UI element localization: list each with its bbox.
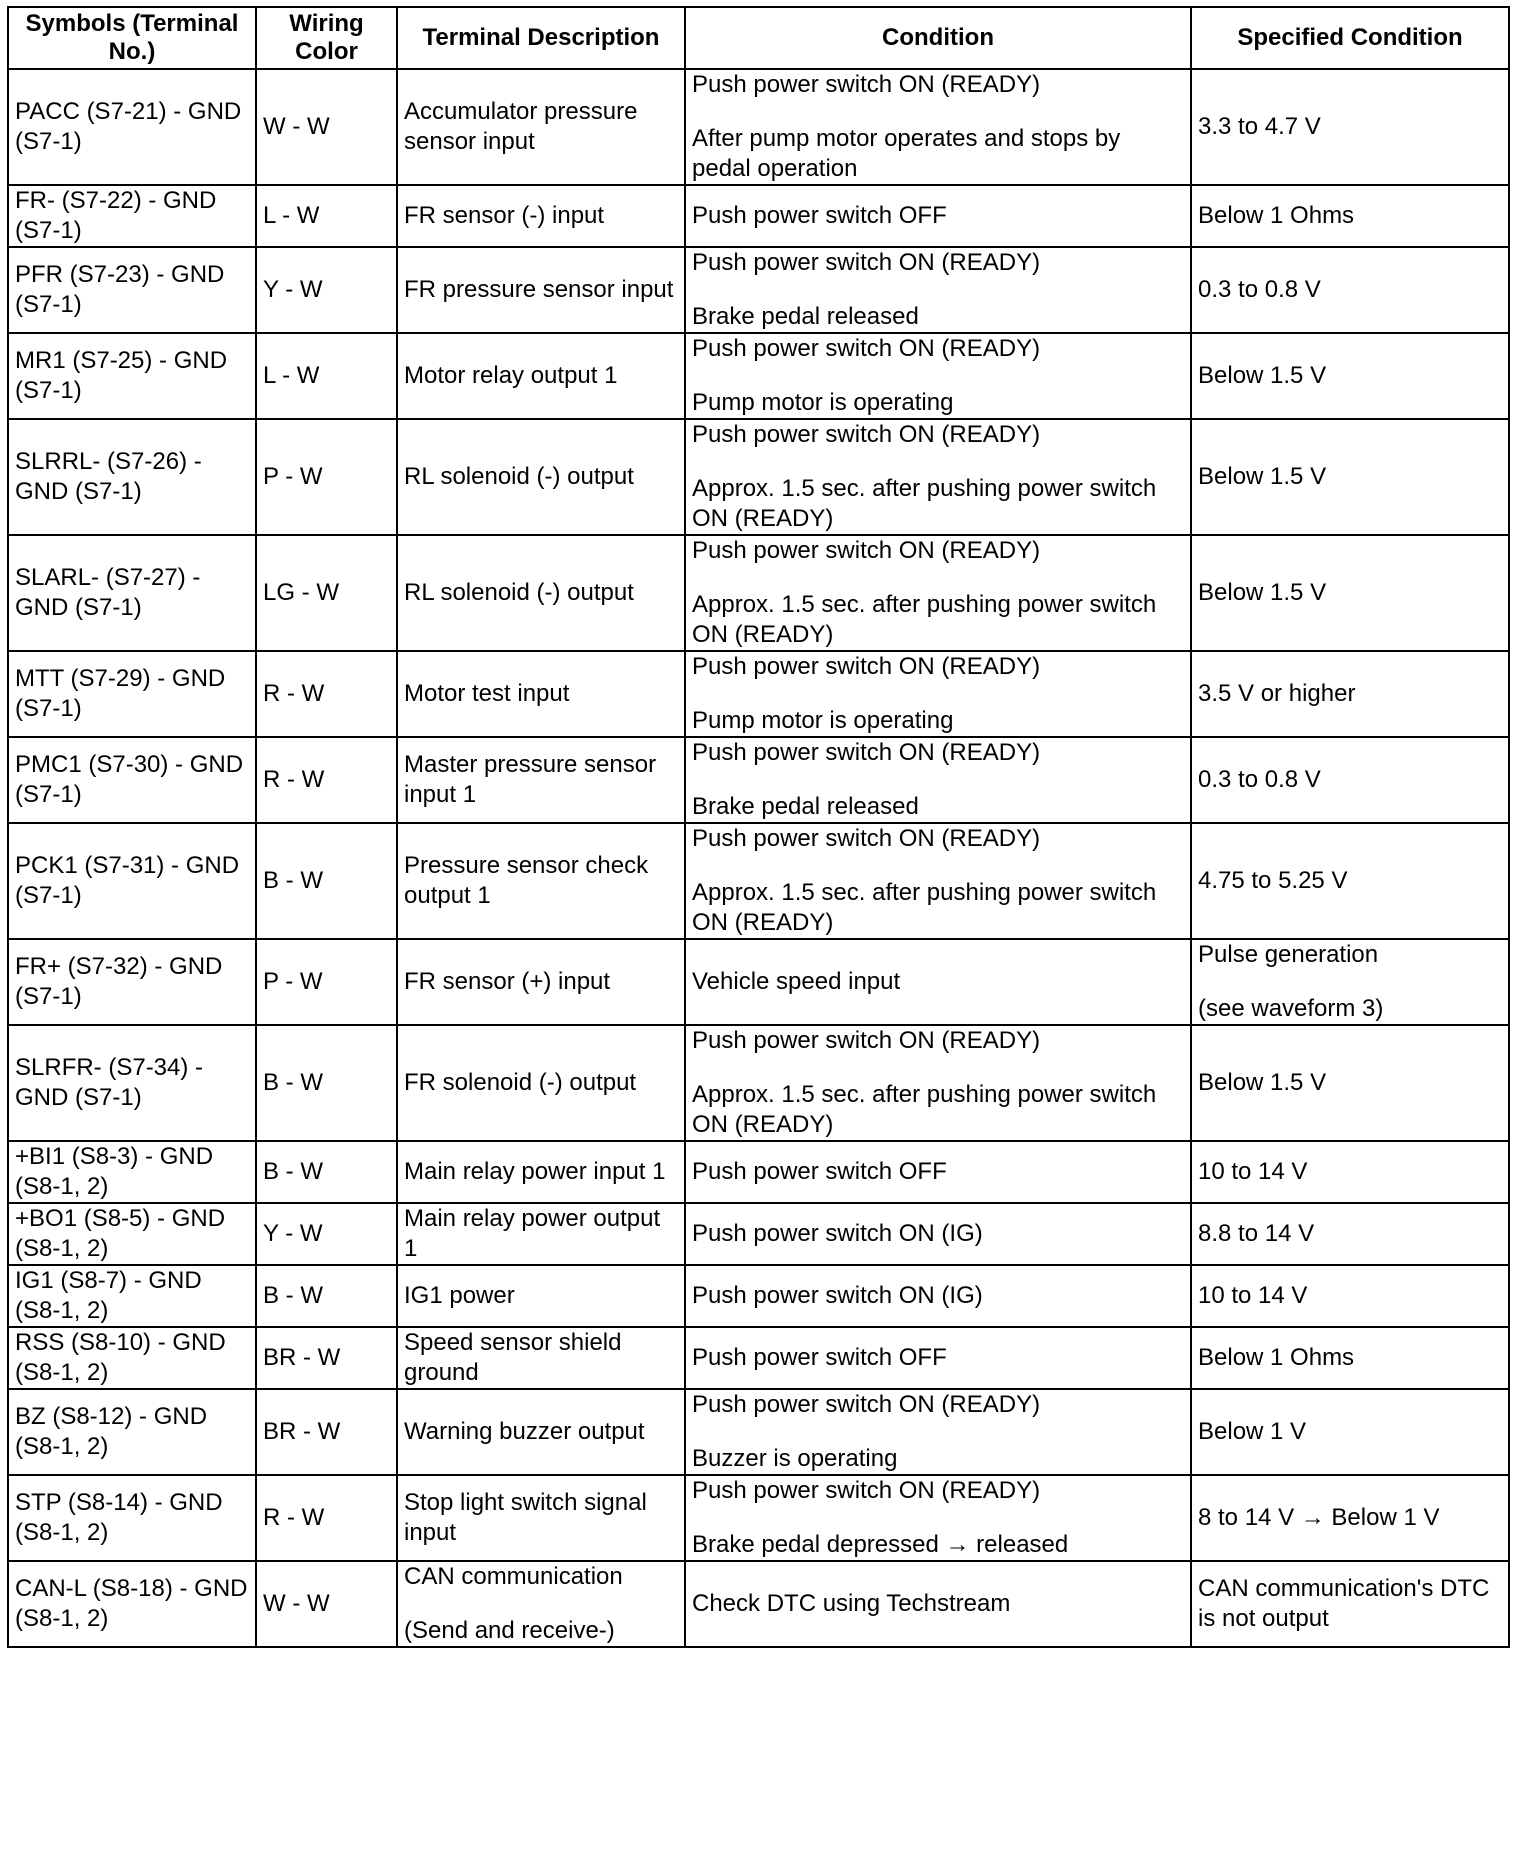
cell-condition-line: Push power switch ON (IG) bbox=[692, 1282, 983, 1309]
cell-specified-condition bbox=[1191, 1561, 1509, 1647]
cell-specified-condition bbox=[1191, 535, 1509, 651]
cell-symbol: PACC (S7-21) - GND (S7-1) bbox=[8, 69, 256, 185]
cell-symbol: SLRRL- (S7-26) - GND (S7-1) bbox=[8, 419, 256, 535]
cell-wiring-color: L - W bbox=[256, 185, 397, 247]
cell-condition bbox=[685, 737, 1191, 823]
table-row bbox=[8, 1327, 1509, 1389]
cell-specified-condition-line: 10 to 14 V bbox=[1198, 1158, 1308, 1185]
cell-specified-condition bbox=[1191, 1475, 1509, 1561]
table-row bbox=[8, 247, 1509, 333]
cell-symbol: MR1 (S7-25) - GND (S7-1) bbox=[8, 333, 256, 419]
cell-condition-line: Push power switch ON (READY) bbox=[692, 1027, 1041, 1054]
table-row bbox=[8, 1265, 1509, 1327]
cell-specified-condition bbox=[1191, 1025, 1509, 1141]
cell-symbol: FR- (S7-22) - GND (S7-1) bbox=[8, 185, 256, 247]
cell-condition bbox=[685, 1475, 1191, 1561]
cell-condition bbox=[685, 1265, 1191, 1327]
header-symbols: Symbols (Terminal No.) bbox=[8, 7, 256, 69]
cell-condition bbox=[685, 419, 1191, 535]
cell-description: FR solenoid (-) output bbox=[397, 1025, 685, 1141]
cell-specified-condition-line: Below 1 Ohms bbox=[1198, 202, 1355, 229]
cell-symbol: IG1 (S8-7) - GND (S8-1, 2) bbox=[8, 1265, 256, 1327]
cell-description: FR sensor (-) input bbox=[397, 185, 685, 247]
cell-condition-line: Push power switch ON (IG) bbox=[692, 1220, 983, 1247]
cell-condition bbox=[685, 1327, 1191, 1389]
cell-wiring-color: B - W bbox=[256, 1141, 397, 1203]
cell-condition-line: Buzzer is operating bbox=[692, 1445, 898, 1472]
cell-condition-line: Vehicle speed input bbox=[692, 968, 901, 995]
cell-condition-line: After pump motor operates and stops by pedal operation bbox=[692, 125, 1121, 182]
cell-specified-condition bbox=[1191, 1389, 1509, 1475]
table-row bbox=[8, 1561, 1509, 1647]
cell-condition-line: Push power switch ON (READY) bbox=[692, 249, 1041, 276]
table-row bbox=[8, 185, 1509, 247]
table-row bbox=[8, 1203, 1509, 1265]
header-specified-condition: Specified Condition bbox=[1191, 7, 1509, 69]
cell-condition-line: Brake pedal released bbox=[692, 303, 919, 330]
header-wiring-color: Wiring Color bbox=[256, 7, 397, 69]
table-row bbox=[8, 1141, 1509, 1203]
cell-specified-condition bbox=[1191, 1203, 1509, 1265]
cell-condition bbox=[685, 333, 1191, 419]
cell-specified-condition bbox=[1191, 651, 1509, 737]
cell-symbol: MTT (S7-29) - GND (S7-1) bbox=[8, 651, 256, 737]
cell-condition-line: Push power switch OFF bbox=[692, 1344, 947, 1371]
cell-specified-condition-line: Below 1.5 V bbox=[1198, 362, 1327, 389]
table-row bbox=[8, 823, 1509, 939]
cell-symbol: SLRFR- (S7-34) - GND (S7-1) bbox=[8, 1025, 256, 1141]
cell-condition-line: Approx. 1.5 sec. after pushing power switch ON (READY) bbox=[692, 591, 1157, 648]
cell-specified-condition bbox=[1191, 69, 1509, 185]
cell-description: IG1 power bbox=[397, 1265, 685, 1327]
terminal-spec-table bbox=[7, 6, 1510, 1648]
cell-specified-condition bbox=[1191, 419, 1509, 535]
cell-specified-condition-line: Below 1.5 V bbox=[1198, 1069, 1327, 1096]
table-row bbox=[8, 535, 1509, 651]
cell-wiring-color: B - W bbox=[256, 1025, 397, 1141]
cell-condition bbox=[685, 69, 1191, 185]
cell-specified-condition-line: CAN communication's DTC is not output bbox=[1198, 1575, 1490, 1632]
cell-wiring-color: W - W bbox=[256, 69, 397, 185]
cell-specified-condition-line: Below 1 V bbox=[1198, 1418, 1307, 1445]
cell-specified-condition-line: 10 to 14 V bbox=[1198, 1282, 1308, 1309]
cell-description: Pressure sensor check output 1 bbox=[397, 823, 685, 939]
cell-specified-condition-line: 0.3 to 0.8 V bbox=[1198, 766, 1321, 793]
cell-description: Motor test input bbox=[397, 651, 685, 737]
cell-wiring-color: LG - W bbox=[256, 535, 397, 651]
cell-condition-line: Push power switch ON (READY) bbox=[692, 739, 1041, 766]
cell-condition-line: Brake pedal depressed → released bbox=[692, 1531, 1069, 1558]
cell-description: Main relay power output 1 bbox=[397, 1203, 685, 1265]
cell-condition-line: Push power switch ON (READY) bbox=[692, 537, 1041, 564]
cell-condition-line: Pump motor is operating bbox=[692, 389, 954, 416]
cell-wiring-color: B - W bbox=[256, 823, 397, 939]
cell-symbol: PMC1 (S7-30) - GND (S7-1) bbox=[8, 737, 256, 823]
table-row bbox=[8, 939, 1509, 1025]
cell-wiring-color: W - W bbox=[256, 1561, 397, 1647]
cell-condition-line: Push power switch ON (READY) bbox=[692, 1477, 1041, 1504]
cell-condition-line: Push power switch ON (READY) bbox=[692, 825, 1041, 852]
cell-condition-line: Push power switch ON (READY) bbox=[692, 71, 1041, 98]
cell-wiring-color: R - W bbox=[256, 651, 397, 737]
table-row bbox=[8, 737, 1509, 823]
cell-condition-line: Push power switch OFF bbox=[692, 202, 947, 229]
cell-description: RL solenoid (-) output bbox=[397, 419, 685, 535]
cell-description: FR pressure sensor input bbox=[397, 247, 685, 333]
cell-description: Speed sensor shield ground bbox=[397, 1327, 685, 1389]
cell-wiring-color: P - W bbox=[256, 939, 397, 1025]
table-row bbox=[8, 333, 1509, 419]
cell-specified-condition-line: 3.3 to 4.7 V bbox=[1198, 113, 1321, 140]
cell-wiring-color: R - W bbox=[256, 1475, 397, 1561]
cell-description-line: (Send and receive-) bbox=[404, 1617, 615, 1644]
cell-description: Motor relay output 1 bbox=[397, 333, 685, 419]
cell-specified-condition bbox=[1191, 247, 1509, 333]
cell-wiring-color: L - W bbox=[256, 333, 397, 419]
cell-wiring-color: P - W bbox=[256, 419, 397, 535]
cell-description: RL solenoid (-) output bbox=[397, 535, 685, 651]
cell-specified-condition-line: 8.8 to 14 V bbox=[1198, 1220, 1315, 1247]
cell-description-line: CAN communication bbox=[404, 1563, 623, 1590]
cell-specified-condition-line: Below 1.5 V bbox=[1198, 463, 1327, 490]
cell-specified-condition-line: (see waveform 3) bbox=[1198, 995, 1384, 1022]
cell-specified-condition bbox=[1191, 1327, 1509, 1389]
table-row bbox=[8, 69, 1509, 185]
cell-condition-line: Push power switch ON (READY) bbox=[692, 335, 1041, 362]
cell-specified-condition bbox=[1191, 333, 1509, 419]
cell-condition bbox=[685, 1203, 1191, 1265]
cell-condition bbox=[685, 1025, 1191, 1141]
cell-symbol: CAN-L (S8-18) - GND (S8-1, 2) bbox=[8, 1561, 256, 1647]
cell-condition-line: Approx. 1.5 sec. after pushing power switch ON (READY) bbox=[692, 475, 1157, 532]
cell-condition-line: Push power switch ON (READY) bbox=[692, 1391, 1041, 1418]
cell-wiring-color: BR - W bbox=[256, 1327, 397, 1389]
cell-symbol: +BO1 (S8-5) - GND (S8-1, 2) bbox=[8, 1203, 256, 1265]
cell-specified-condition-line: 4.75 to 5.25 V bbox=[1198, 867, 1348, 894]
cell-condition bbox=[685, 823, 1191, 939]
cell-specified-condition bbox=[1191, 1141, 1509, 1203]
cell-symbol: RSS (S8-10) - GND (S8-1, 2) bbox=[8, 1327, 256, 1389]
header-terminal-description: Terminal Description bbox=[397, 7, 685, 69]
cell-condition-line: Approx. 1.5 sec. after pushing power switch ON (READY) bbox=[692, 1081, 1157, 1138]
cell-condition-line: Approx. 1.5 sec. after pushing power switch ON (READY) bbox=[692, 879, 1157, 936]
table-row bbox=[8, 1475, 1509, 1561]
cell-description: Master pressure sensor input 1 bbox=[397, 737, 685, 823]
cell-symbol: PFR (S7-23) - GND (S7-1) bbox=[8, 247, 256, 333]
cell-specified-condition-line: Below 1.5 V bbox=[1198, 579, 1327, 606]
cell-specified-condition-line: 8 to 14 V → Below 1 V bbox=[1198, 1504, 1440, 1531]
cell-description: Accumulator pressure sensor input bbox=[397, 69, 685, 185]
table-row bbox=[8, 1025, 1509, 1141]
cell-condition bbox=[685, 1389, 1191, 1475]
cell-condition-line: Push power switch OFF bbox=[692, 1158, 947, 1185]
cell-wiring-color: R - W bbox=[256, 737, 397, 823]
cell-condition bbox=[685, 939, 1191, 1025]
cell-condition-line: Pump motor is operating bbox=[692, 707, 954, 734]
table-row bbox=[8, 419, 1509, 535]
cell-description: Main relay power input 1 bbox=[397, 1141, 685, 1203]
cell-condition bbox=[685, 1141, 1191, 1203]
cell-description bbox=[397, 1561, 685, 1647]
cell-condition bbox=[685, 651, 1191, 737]
cell-wiring-color: BR - W bbox=[256, 1389, 397, 1475]
cell-condition-line: Push power switch ON (READY) bbox=[692, 421, 1041, 448]
cell-symbol: +BI1 (S8-3) - GND (S8-1, 2) bbox=[8, 1141, 256, 1203]
cell-condition-line: Brake pedal released bbox=[692, 793, 919, 820]
cell-specified-condition-line: 0.3 to 0.8 V bbox=[1198, 276, 1321, 303]
cell-wiring-color: Y - W bbox=[256, 247, 397, 333]
header-row bbox=[8, 7, 1509, 69]
cell-description: Stop light switch signal input bbox=[397, 1475, 685, 1561]
cell-symbol: FR+ (S7-32) - GND (S7-1) bbox=[8, 939, 256, 1025]
cell-condition-line: Push power switch ON (READY) bbox=[692, 653, 1041, 680]
cell-specified-condition bbox=[1191, 737, 1509, 823]
cell-specified-condition-line: Below 1 Ohms bbox=[1198, 1344, 1355, 1371]
cell-description: Warning buzzer output bbox=[397, 1389, 685, 1475]
cell-wiring-color: B - W bbox=[256, 1265, 397, 1327]
cell-condition bbox=[685, 247, 1191, 333]
terminal-spec-sheet bbox=[7, 6, 1508, 1856]
cell-condition bbox=[685, 185, 1191, 247]
cell-specified-condition bbox=[1191, 185, 1509, 247]
cell-condition bbox=[685, 535, 1191, 651]
cell-description: FR sensor (+) input bbox=[397, 939, 685, 1025]
cell-condition-line: Check DTC using Techstream bbox=[692, 1590, 1011, 1617]
cell-symbol: PCK1 (S7-31) - GND (S7-1) bbox=[8, 823, 256, 939]
cell-symbol: SLARL- (S7-27) - GND (S7-1) bbox=[8, 535, 256, 651]
cell-symbol: BZ (S8-12) - GND (S8-1, 2) bbox=[8, 1389, 256, 1475]
cell-specified-condition bbox=[1191, 939, 1509, 1025]
cell-symbol: STP (S8-14) - GND (S8-1, 2) bbox=[8, 1475, 256, 1561]
cell-specified-condition bbox=[1191, 823, 1509, 939]
header-condition: Condition bbox=[685, 7, 1191, 69]
table-row bbox=[8, 1389, 1509, 1475]
cell-condition bbox=[685, 1561, 1191, 1647]
cell-specified-condition-line: Pulse generation bbox=[1198, 941, 1379, 968]
cell-specified-condition bbox=[1191, 1265, 1509, 1327]
cell-wiring-color: Y - W bbox=[256, 1203, 397, 1265]
table-row bbox=[8, 651, 1509, 737]
cell-specified-condition-line: 3.5 V or higher bbox=[1198, 680, 1356, 707]
